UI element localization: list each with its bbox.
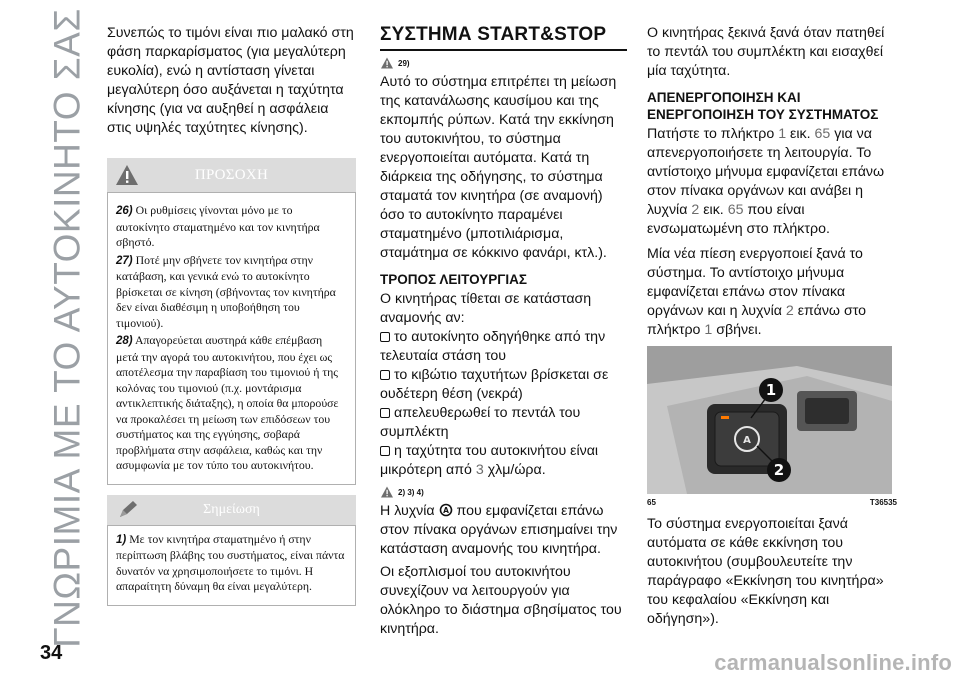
warning-reference-numbers: 2) 3) 4) bbox=[398, 487, 424, 497]
indicator-text-start: Η λυχνία bbox=[380, 503, 435, 519]
speed-value: 3 bbox=[475, 462, 484, 478]
figure-ref-number: 65 bbox=[814, 126, 831, 142]
page-number: 34 bbox=[40, 642, 63, 664]
figure-illustration bbox=[647, 346, 892, 494]
warning-triangle-icon bbox=[380, 486, 394, 498]
side-chapter-title bbox=[38, 8, 98, 648]
checkbox-bullet-icon bbox=[380, 370, 390, 380]
footer-watermark[interactable]: carmanualsonline.info bbox=[714, 650, 952, 675]
column-1 bbox=[107, 24, 356, 606]
warning-reference bbox=[380, 57, 627, 69]
note-text: Με τον κινητήρα σταματημένο ή στην περίπτωση βλάβης του συστήματος, είναι πάντα δυνατόν να χρησιμοποιήσετε το τιμόνι. Η απαραίτητη δύναμη θα είναι μεγαλύτερη. bbox=[116, 531, 345, 593]
list-item-text: η ταχύτητα του αυτοκινήτου είναι μικρότερη από bbox=[380, 443, 599, 478]
auto-stop-indicator-icon bbox=[439, 503, 453, 517]
list-item-text: το κιβώτιο ταχυτήτων βρίσκεται σε ουδέτερη θέση (νεκρά) bbox=[380, 367, 609, 402]
note-title: Σημείωση bbox=[203, 501, 260, 517]
checkbox-bullet-icon bbox=[380, 446, 390, 456]
note-box bbox=[107, 525, 356, 606]
subheading-enable-disable: ΑΠΕΝΕΡΓΟΠΟΙΗΣΗ ΚΑΙ ΕΝΕΡΓΟΠΟΙΗΣΗ ΤΟΥ ΣΥΣΤΗΜΑΤΟΣ bbox=[647, 90, 879, 122]
figure-callout-2: 2 bbox=[773, 461, 785, 479]
warning-text: Οι ρυθμίσεις γίνονται μόνο με το αυτοκίνητο σταματημένο και τον κινητήρα σβηστό. bbox=[116, 203, 320, 249]
lamp-ref-number: 2 bbox=[691, 202, 700, 218]
button-ref-number: 1 bbox=[704, 322, 713, 338]
restart-paragraph: Ο κινητήρας ξεκινά ξανά όταν πατηθεί το πεντάλ του συμπλέκτη και εισαχθεί μία ταχύτητα. bbox=[647, 25, 885, 79]
warning-triangle-icon bbox=[380, 57, 394, 69]
subheading-operation: ΤΡΟΠΟΣ ΛΕΙΤΟΥΡΓΙΑΣ bbox=[380, 272, 527, 287]
column-2 bbox=[380, 24, 627, 639]
checkbox-bullet-icon bbox=[380, 408, 390, 418]
warning-item bbox=[116, 333, 347, 474]
list-item-text: το αυτοκίνητο οδηγήθηκε από την τελευταία στάση του bbox=[380, 329, 606, 364]
warning-text: Απαγορεύεται αυστηρά κάθε επέμβαση μετά την αγορά του αυτοκινήτου, που έχει ως αποτέλεσμα την παραβίαση του τιμονιού ή της κολόνας του τιμονιού (π.χ. μοντάρισμα αντικλεπτικής διάταξης), η οποία θα μπορούσε να προκαλέσει τη μείωση των επιδόσεων του συστήματος και της εγγύησης, σοβαρά προβλήματα στην ασφάλεια, καθώς και την ασυμφωνία με τον τύπο του αυτοκινήτου. bbox=[116, 333, 339, 472]
side-chapter-title-text: ΓΝΩΡΙΜΙΑ ΜΕ ΤΟ ΑΥΤΟΚΙΝΗΤΟ ΣΑΣ bbox=[47, 8, 88, 648]
figure-caption bbox=[647, 498, 897, 507]
text-fragment: Πατήστε το πλήκτρο bbox=[647, 126, 775, 142]
disable-paragraph bbox=[647, 125, 897, 239]
svg-text:A: A bbox=[442, 506, 449, 515]
list-item-text: απελευθερωθεί το πεντάλ του συμπλέκτη bbox=[380, 405, 581, 440]
warning-item bbox=[116, 253, 347, 332]
warning-title: ΠΡΟΣΟΧΗ bbox=[194, 166, 269, 183]
warning-reference-number: 29) bbox=[398, 58, 410, 68]
list-item bbox=[380, 328, 627, 366]
warning-number: 26) bbox=[116, 205, 133, 217]
svg-text:A: A bbox=[743, 435, 751, 446]
list-item bbox=[380, 442, 627, 480]
column-3 bbox=[647, 24, 897, 629]
text-fragment: σβήνει. bbox=[716, 322, 762, 338]
standby-conditions-intro: Ο κινητήρας τίθεται σε κατάσταση αναμονής αν: bbox=[380, 291, 592, 326]
pencil-icon bbox=[117, 500, 139, 520]
enable-paragraph bbox=[647, 245, 897, 340]
warning-number: 28) bbox=[116, 335, 133, 347]
warning-number: 27) bbox=[116, 254, 133, 267]
note-number: 1) bbox=[116, 533, 127, 546]
checkbox-bullet-icon bbox=[380, 332, 390, 342]
figure-callout-1: 1 bbox=[765, 381, 777, 399]
indicator-paragraph bbox=[380, 502, 627, 559]
note-header bbox=[107, 495, 356, 525]
speed-unit: χλμ/ώρα. bbox=[487, 462, 546, 478]
figure-ref-number: 65 bbox=[727, 202, 744, 218]
note-item bbox=[116, 532, 347, 595]
intro-paragraph: Συνεπώς το τιμόνι είναι πιο μαλακό στη φάση παρκαρίσματος (για μεγαλύτερη ευκολία), ενώ η αντίσταση γίνεται μεγαλύτερη όσο αυξάνεται η ταχύτητα κίνησης (για να αυξηθεί η ασφάλεια στις υψηλές ταχύτητες κίνησης). bbox=[107, 25, 354, 136]
button-ref-number: 1 bbox=[778, 126, 787, 142]
list-item bbox=[380, 366, 627, 404]
intro-paragraph: Αυτό το σύστημα επιτρέπει τη μείωση της κατανάλωσης καυσίμου και της εκπομπής ρύπων. Κατά την εκκίνηση του αυτοκινήτου, το σύστημα ενεργοποιείται αυτόματα. Κατά τη διάρκεια της οδήγησης, το σύστημα σταματά τον κινητήρα (σε αναμονή) όσο το αυτοκίνητο παραμένει σταματημένο (μποτιλιάρισμα, σταμάτημα σε κόκκινο φανάρι, κτλ.). bbox=[380, 74, 617, 261]
figure-code: T36535 bbox=[869, 498, 897, 507]
figure-start-stop-button bbox=[647, 346, 892, 494]
auto-reactivation-paragraph: Το σύστημα ενεργοποιείται ξανά αυτόματα σε κάθε εκκίνηση του αυτοκινήτου (συμβουλευτείτε την παράγραφο «Εκκίνηση του κινητήρα» του κεφαλαίου «Εκκίνηση και οδήγηση»). bbox=[647, 516, 884, 627]
text-fragment: που είναι ενσωματωμένη στο πλήκτρο. bbox=[647, 202, 830, 237]
text-fragment: για να απενεργοποιήσετε τη λειτουργία. Το αντίστοιχο μήνυμα εμφανίζεται επάνω στον πίνακα οργάνων και ανάβει η λυχνία bbox=[647, 126, 885, 218]
figure-number: 65 bbox=[647, 498, 656, 507]
warning-item bbox=[116, 203, 347, 251]
warning-box bbox=[107, 192, 356, 485]
equipment-paragraph: Οι εξοπλισμοί του αυτοκινήτου συνεχίζουν να λειτουργούν για ολόκληρο το διάστημα σβησίματος του κινητήρα. bbox=[380, 564, 622, 637]
warning-header bbox=[107, 158, 356, 192]
warning-triangle-icon bbox=[115, 164, 139, 186]
section-heading: ΣΥΣΤΗΜΑ START&STOP bbox=[380, 24, 627, 51]
list-item bbox=[380, 404, 627, 442]
text-fragment: Μία νέα πίεση ενεργοποιεί ξανά το σύστημα. Το αντίστοιχο μήνυμα εμφανίζεται επάνω στον πίνακα οργάνων και η λυχνία bbox=[647, 246, 863, 319]
warning-text: Ποτέ μην σβήνετε τον κινητήρα στην κατάβαση, και γενικά ενώ το αυτοκίνητο βρίσκεται σε κίνηση (σβήνοντας τον κινητήρα δεν είναι διαθέσιμη η υποβοήθηση του τιμονιού). bbox=[116, 252, 336, 330]
warning-reference bbox=[380, 486, 627, 498]
indicator-text-end: που εμφανίζεται επάνω στον πίνακα οργάνων επισημαίνει την κατάσταση αναμονής του κινητήρα. bbox=[380, 503, 618, 557]
text-fragment: εικ. bbox=[703, 202, 724, 218]
text-fragment: επάνω στο πλήκτρο bbox=[647, 303, 866, 338]
text-fragment: εικ. bbox=[790, 126, 811, 142]
lamp-ref-number: 2 bbox=[785, 303, 794, 319]
